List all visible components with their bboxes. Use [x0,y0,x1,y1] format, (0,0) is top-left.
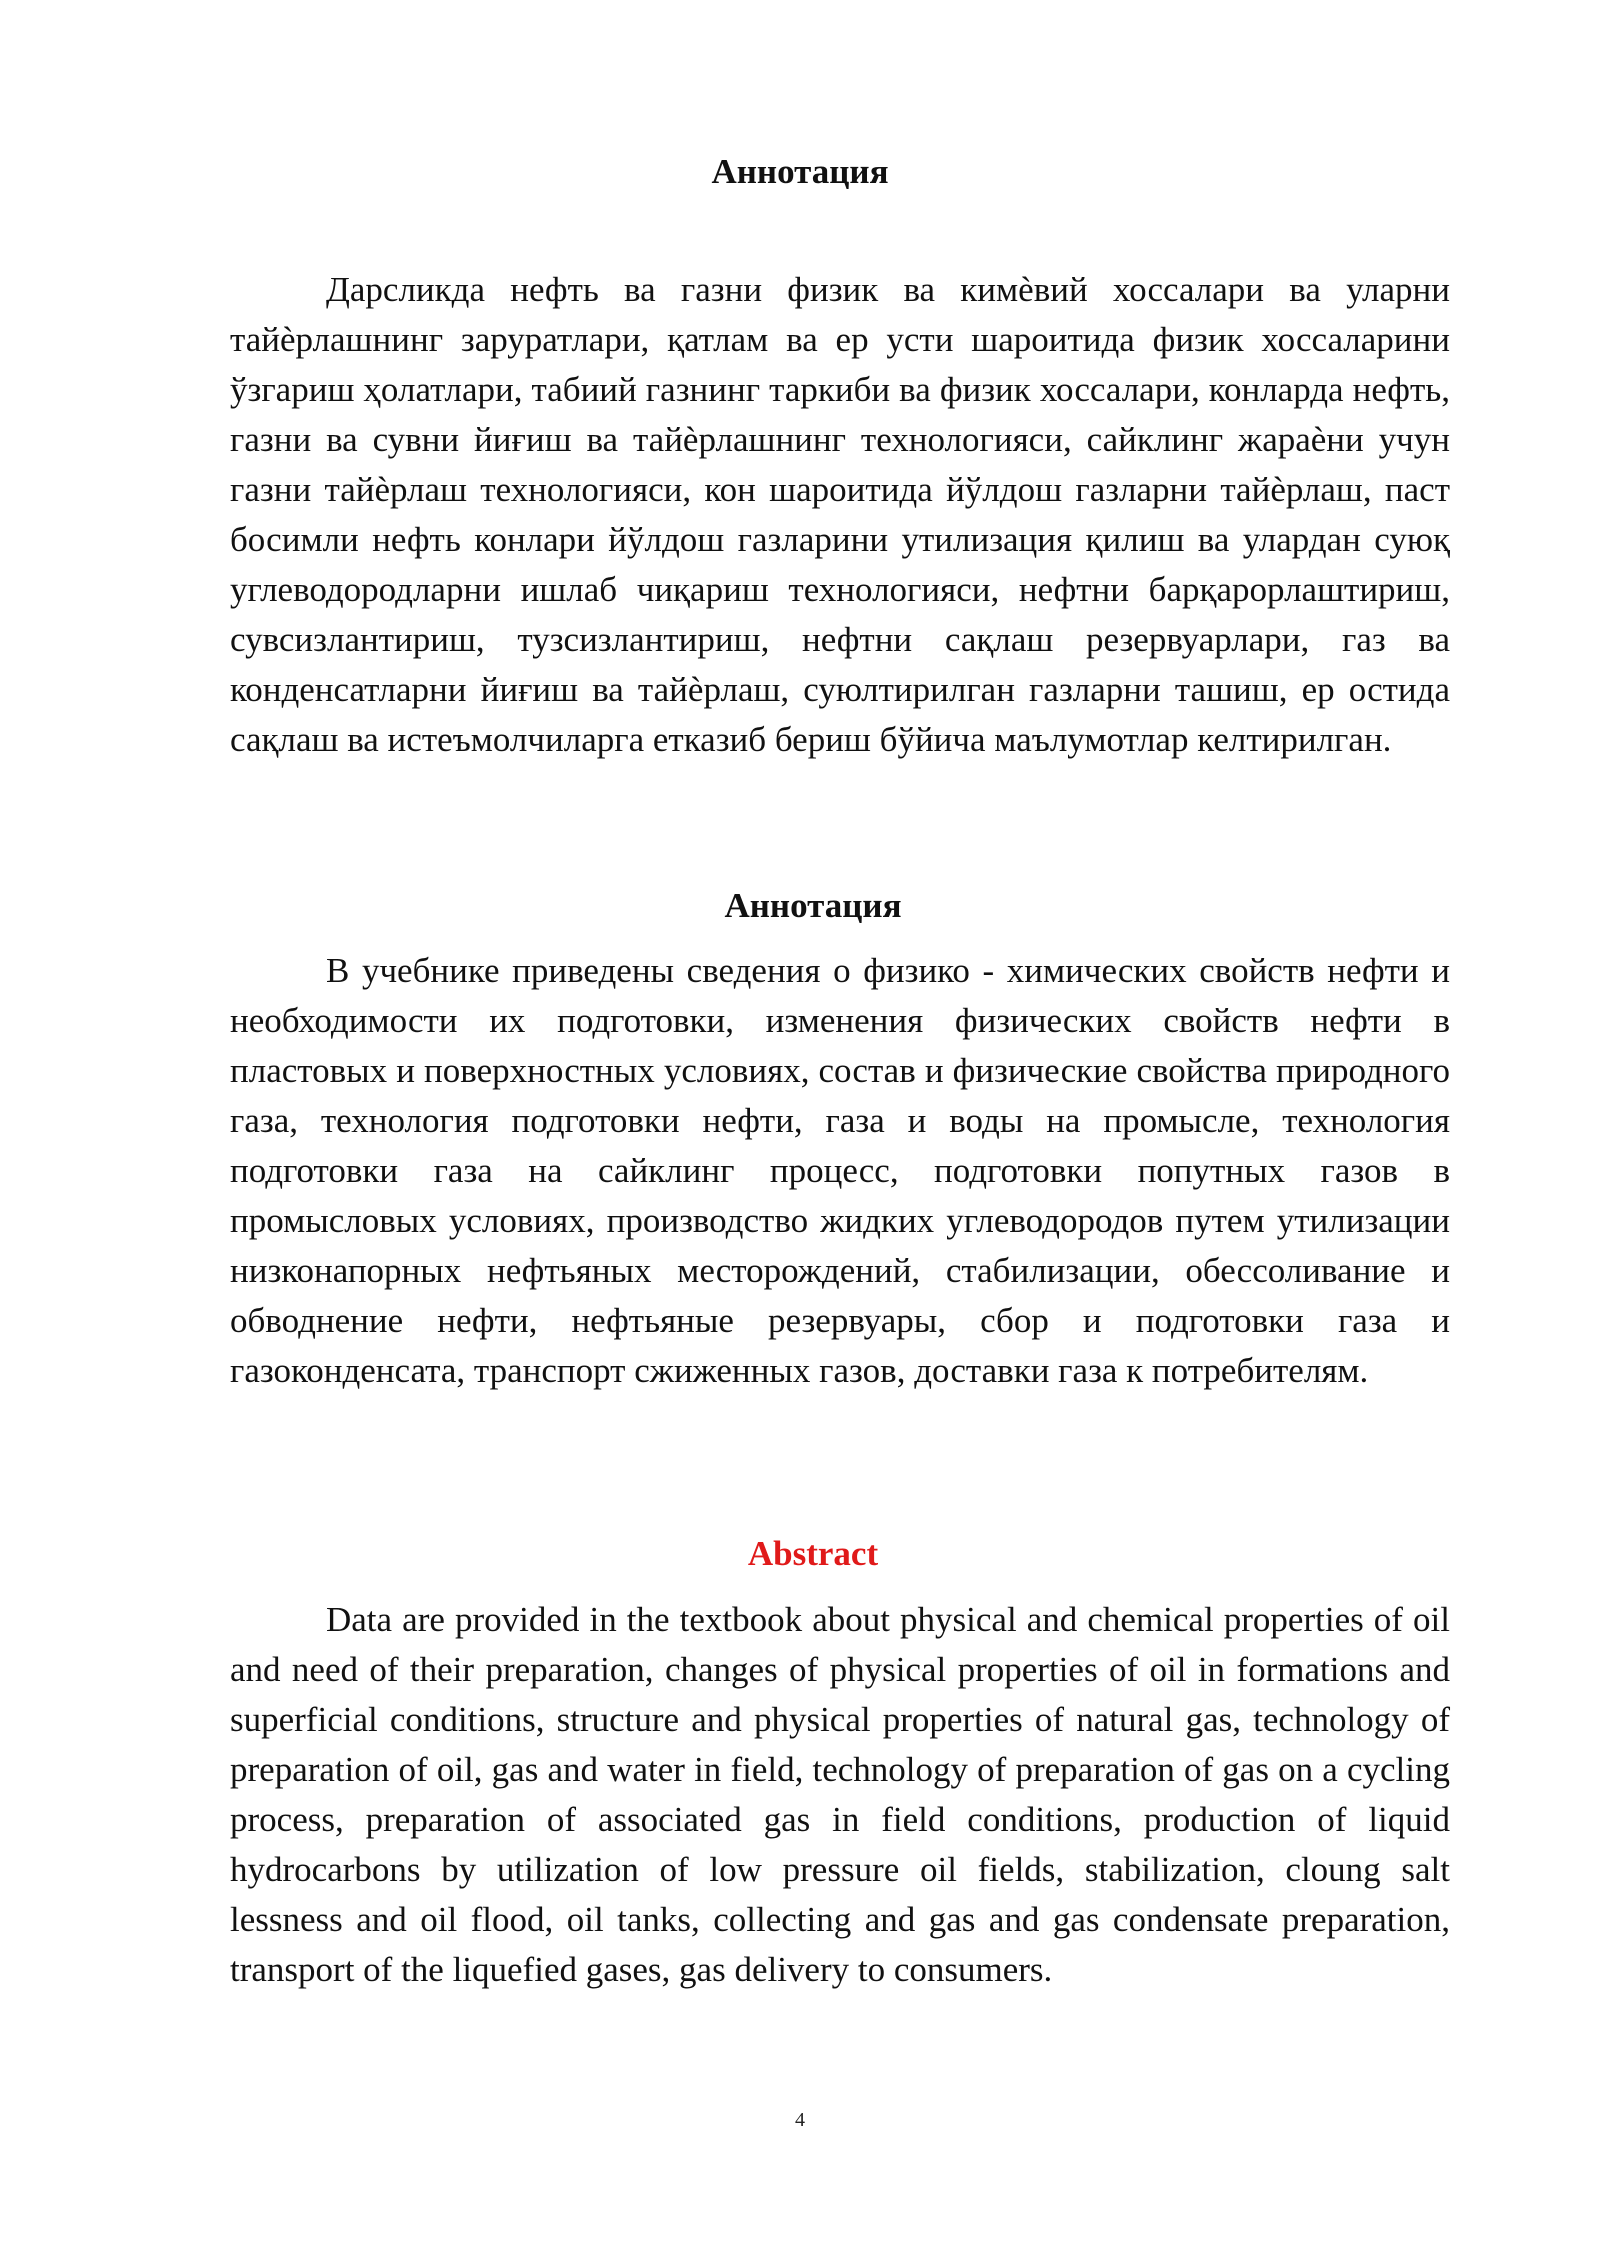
annotation-heading-uzbek: Аннотация [711,152,889,191]
abstract-body-english: Data are provided in the textbook about physical and chemical properties of oil and need of their preparation, changes of physical properties of oil in formations and superficial conditions, structure and physical properties of natural gas, technology of preparation of oil, gas and water in field, technology of preparation of gas on a cycling process, preparation of associated gas in field conditions, production of liquid hydrocarbons by utilization of low pressure oil fields, stabilization, cloung salt lessness and oil flood, oil tanks, collecting and gas and gas condensate preparation, transport of the liquefied gases, gas delivery to consumers. [230,1600,1450,1989]
annotation-body-russian: В учебнике приведены сведения о физико - химических свойств нефти и необходимости их подготовки, изменения физических свойств нефти в пластовых и поверхностных условиях, состав и физические свойства природного газа, технология подготовки нефти, газа и воды на промысле, технология подготовки газа на сайклинг процесс, подготовки попутных газов в промысловых условиях, производство жидких углеводородов путем утилизации низконапорных нефтьяных месторождений, стабилизации, обессоливание и обводнение нефти, нефтьяные резервуары, сбор и подготовки газа и газоконденсата, транспорт сжиженных газов, доставки газа к потребителям. [230,951,1450,1390]
annotation-body-uzbek: Дарсликда нефть ва газни физик ва кимѐвий хоссалари ва уларни тайѐрлашнинг заруратлари, қатлам ва ер усти шароитида физик хоссаларини ўзгариш ҳолатлари, табиий газнинг таркиби ва физик хоссалари, конларда нефть, газни ва сувни йиғиш ва тайѐрлашнинг технологияси, сайклинг жараѐни учун газни тайѐрлаш технологияси, кон шароитида йўлдош газларни тайѐрлаш, паст босимли нефть конлари йўлдош газларини утилизация қилиш ва улардан суюқ углеводородларни ишлаб чиқариш технологияси, нефтни барқарорлаштириш, сувсизлантириш, тузсизлантириш, нефтни сақлаш резервуарлари, газ ва конденсатларни йиғиш ва тайѐрлаш, суюлтирилган газларни ташиш, ер остида сақлаш ва истеъмолчиларга етказиб бериш бўйича маълумотлар келтирилган. [230,270,1450,759]
page-number: 4 [795,2109,805,2131]
annotation-heading-russian: Аннотация [724,886,902,925]
abstract-heading-english: Abstract [747,1534,879,1573]
